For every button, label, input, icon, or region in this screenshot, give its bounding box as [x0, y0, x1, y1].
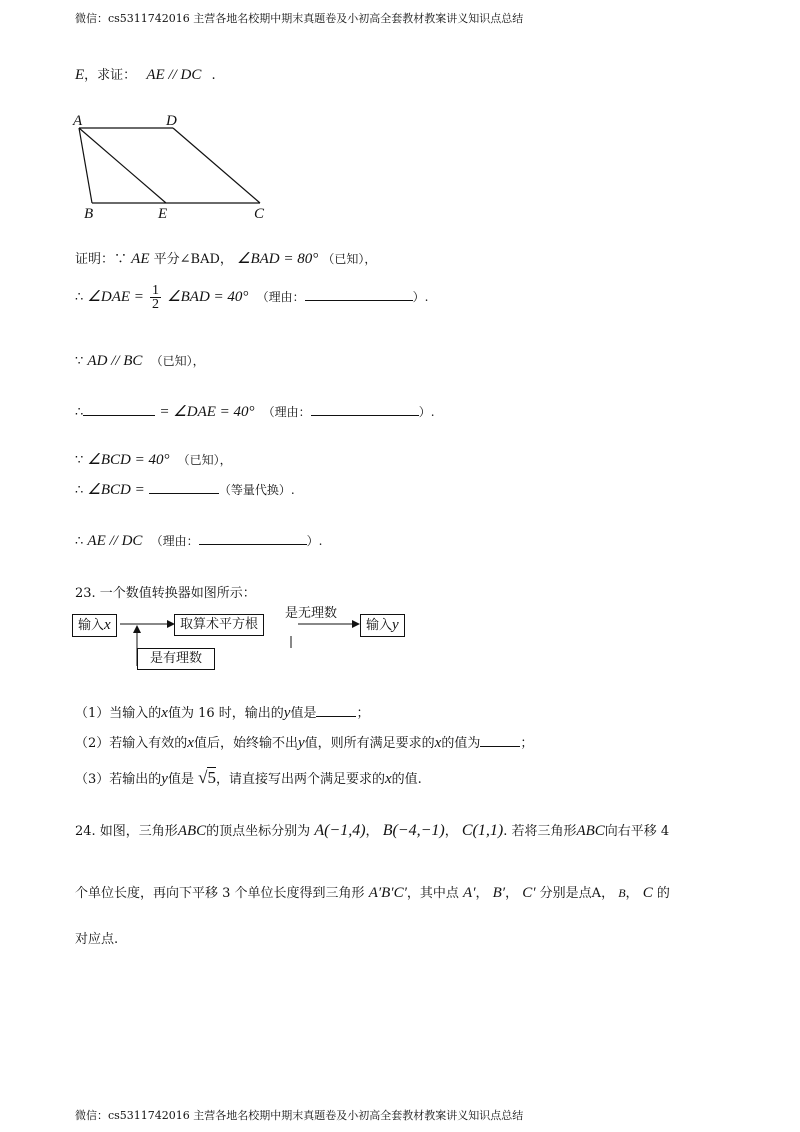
vertex-a-label: A — [73, 113, 83, 129]
vertex-c-label: C — [254, 206, 265, 222]
irrational-arrow-label: 是无理数 — [285, 606, 338, 621]
output-y-box: 输入y — [360, 614, 405, 637]
sqrt-five: √5 — [198, 768, 216, 787]
triangle-prime-label: A′B′C′ — [368, 885, 407, 901]
answer-blank-q23-1[interactable] — [316, 704, 356, 717]
vertex-e-label: E — [158, 206, 168, 222]
segment-ae — [79, 128, 166, 203]
q23-part-2: （2）若输入有效的x值后，始终输不出y值，则所有满足要求的x的值为 ； — [75, 735, 534, 751]
proof-line-6: ∴ ∠BCD = （等量代换）. — [75, 482, 295, 498]
q24-line-3: 对应点. — [75, 932, 119, 947]
one-half-fraction: $\frac{1}{2}$ — [152, 283, 160, 312]
vertex-b-label: B — [84, 206, 94, 222]
point-e-label: E — [75, 67, 85, 83]
proof-line-2: ∴ ∠DAE = $\frac{1}{2}$ ∠BAD = 40° （理由： ）. — [75, 283, 429, 312]
proof-line-4: ∴ = ∠DAE = 40° （理由： ）. — [75, 404, 435, 420]
point-c-coords: C(1,1) — [461, 822, 504, 839]
point-a-coords: A(−1,4) — [314, 822, 366, 839]
q23-part-3: （3）若输出的y值是 √5，请直接写出两个满足要求的x的值. — [75, 768, 422, 787]
proof-line-7: ∴ AE // DC （理由： ）. — [75, 533, 323, 549]
page-footer: 微信：cs5311742016 主营各地名校期中期末真题卷及小初高全套教材教案讲义知识点总结 — [75, 1109, 524, 1122]
q22-goal-line: E，求证： AE // DC . — [75, 67, 216, 83]
point-b-coords: B(−4,−1) — [382, 822, 445, 839]
q24-line-1: 24. 如图，三角形ABC的顶点坐标分别为 A(−1,4)， B(−4,−1)， C(1,1). 若将三角形ABC向右平移 4 — [75, 822, 670, 839]
parallelogram-figure — [70, 110, 280, 225]
answer-blank-angle-1[interactable] — [83, 403, 155, 416]
input-x-box: 输入x — [72, 614, 117, 637]
segment-ab — [79, 128, 92, 203]
vertex-d-label: D — [166, 113, 177, 129]
answer-blank-q23-2[interactable] — [480, 734, 520, 747]
answer-blank-angle-2[interactable] — [149, 481, 219, 494]
q24-line-2: 个单位长度，再向下平移 3 个单位长度得到三角形 A′B′C′，其中点 A′， B′， C′ 分别是点A， B， C 的 — [75, 885, 670, 901]
page-header: 微信：cs5311742016 主营各地名校期中期末真题卷及小初高全套教材教案讲义知识点总结 — [75, 12, 524, 25]
proof-line-3: ∵ AD // BC （已知）， — [75, 353, 205, 369]
converter-flowchart-lines — [70, 600, 430, 680]
answer-blank-reason-1[interactable] — [305, 288, 413, 301]
q23-title: 23. 一个数值转换器如图所示： — [75, 586, 256, 601]
answer-blank-reason-3[interactable] — [199, 532, 307, 545]
sqrt-box: 取算术平方根 — [174, 614, 264, 636]
q23-part-1: （1）当输入的x值为 16 时，输出的y值是 ； — [75, 705, 370, 721]
answer-blank-reason-2[interactable] — [311, 403, 419, 416]
segment-dc — [173, 128, 260, 203]
rational-box: 是有理数 — [137, 648, 215, 670]
proof-line-1: 证明：∵ AE 平分∠BAD， ∠BAD = 80° （已知）， — [75, 251, 377, 267]
proof-line-5: ∵ ∠BCD = 40° （已知）， — [75, 452, 232, 468]
